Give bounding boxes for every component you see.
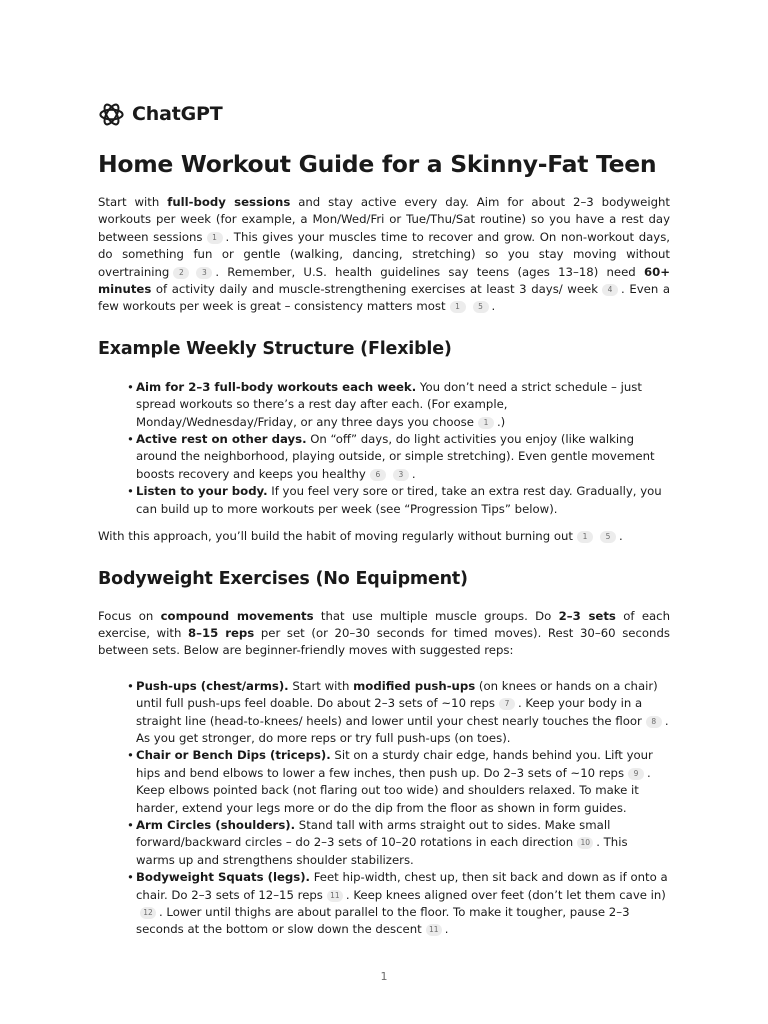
page-title: Home Workout Guide for a Skinny-Fat Teen bbox=[98, 150, 657, 178]
citation-badge[interactable]: 9 bbox=[628, 768, 644, 780]
brand-logo bbox=[98, 100, 670, 128]
citation-badge[interactable]: 10 bbox=[577, 837, 593, 849]
page-number: 1 bbox=[380, 970, 388, 983]
bullet: • bbox=[127, 870, 134, 885]
brand-name: ChatGPT bbox=[132, 103, 223, 125]
weekly-closing-paragraph: With this approach, you’ll build the habit of moving regularly without burning out 1 5 . bbox=[98, 529, 623, 544]
list-item: • Bodyweight Squats (legs). Feet hip-width, chest up, then sit back and down as if onto a chair. Do 2–3 sets of 12–15 reps 11 . Keep knees aligned over feet (don’t let them cave in)12 . Lower until thighs are about parallel to the floor. To make it tougher, pause 2–3 seconds at the bottom or slow down the descent 11 . bbox=[127, 870, 668, 937]
citation-badge[interactable]: 1 bbox=[577, 531, 593, 543]
list-item: • Chair or Bench Dips (triceps). Sit on a sturdy chair edge, hands behind you. Lift your hips and bend elbows to lower a few inches, then push up. Do 2–3 sets of ~10 reps 9 . Keep elbows pointed back (not flaring out too wide) and shoulders relaxed. To make it harder, extend your legs more or do the dip from the floor as shown in form guides. bbox=[127, 748, 653, 815]
bullet: • bbox=[127, 432, 134, 447]
list-item: • Arm Circles (shoulders). Stand tall with arms straight out to sides. Make small forward/backward circles – do 2–3 sets of 10–20 rotations in each direction 10 . This warms up and strengthens shoulder stabilizers. bbox=[127, 817, 628, 867]
weekly-list bbox=[98, 379, 670, 518]
citation-badge[interactable]: 12 bbox=[140, 907, 156, 919]
citation-badge[interactable]: 1 bbox=[450, 301, 466, 313]
citation-badge[interactable]: 1 bbox=[207, 232, 223, 244]
bullet: • bbox=[127, 379, 134, 394]
exercise-list bbox=[98, 678, 670, 939]
citation-badge[interactable]: 4 bbox=[602, 284, 618, 296]
citation-badge[interactable]: 1 bbox=[478, 417, 494, 429]
list-item: • Listen to your body. If you feel very sore or tired, take an extra rest day. Gradually, you can build up to more workouts per week (see “Progression Tips” below). bbox=[127, 484, 662, 516]
citation-badge[interactable]: 8 bbox=[646, 716, 662, 728]
citation-badge[interactable]: 5 bbox=[473, 301, 489, 313]
bullet: • bbox=[127, 678, 134, 693]
list-item: • Aim for 2–3 full-body workouts each week. You don’t need a strict schedule – just spread workouts so there’s a rest day after each. (For example, Monday/Wednesday/Friday, or any three days you choose 1 .) bbox=[127, 379, 642, 429]
citation-badge[interactable]: 3 bbox=[393, 469, 409, 481]
citation-badge[interactable]: 7 bbox=[499, 698, 515, 710]
citation-badge[interactable]: 2 bbox=[173, 267, 189, 279]
document-page bbox=[98, 100, 670, 939]
exercises-intro-paragraph: Focus on compound movements that use multiple muscle groups. Do 2–3 sets of each exercise, with 8–15 reps per set (or 20–30 seconds for timed moves). Rest 30–60 seconds between sets. Below are beginner-friendly moves with suggested reps: bbox=[98, 608, 671, 658]
citation-badge[interactable]: 5 bbox=[600, 531, 616, 543]
list-item: • Push-ups (chest/arms). Start with modified push-ups (on knees or hands on a chair) until full push-ups feel doable. Do about 2–3 sets of ~10 reps 7 . Keep your body in a straight line (head-to-knees/ heels) and lower until your chest nearly touches the floor 8 . As you get stronger, do more reps or try full push-ups (on toes). bbox=[127, 678, 669, 745]
openai-logo-icon bbox=[98, 101, 125, 128]
list-item: • Active rest on other days. On “off” days, do light activities you enjoy (like walking around the neighborhood, playing outside, or simple stretching). Even gentle movement boosts recovery and keeps you healthy 6 3 . bbox=[127, 432, 655, 481]
bullet: • bbox=[127, 817, 134, 832]
section-heading-exercises: Bodyweight Exercises (No Equipment) bbox=[98, 568, 468, 589]
citation-badge[interactable]: 11 bbox=[327, 890, 343, 902]
intro-paragraph: Start with full-body sessions and stay active every day. Aim for about 2–3 bodyweight workouts per week (for example, a Mon/Wed/Fri or Tue/Thu/Sat routine) so you have a rest day between sessions 1 . This gives your muscles time to recover and grow. On non-workout days, do something fun or gentle (walking, dancing, stretching) so you stay moving without overtraining 2 3 . Remember, U.S. health guidelines say teens (ages 13–18) need 60+ minutes of activity daily and muscle-strengthening exercises at least 3 days/ week 4 . Even a few workouts per week is great – consistency matters most 1 5 . bbox=[98, 195, 670, 314]
citation-badge[interactable]: 6 bbox=[370, 469, 386, 481]
bullet: • bbox=[127, 484, 134, 499]
section-heading-weekly: Example Weekly Structure (Flexible) bbox=[98, 338, 452, 359]
citation-badge[interactable]: 3 bbox=[196, 267, 212, 279]
bullet: • bbox=[127, 748, 134, 763]
citation-badge[interactable]: 11 bbox=[426, 924, 442, 936]
